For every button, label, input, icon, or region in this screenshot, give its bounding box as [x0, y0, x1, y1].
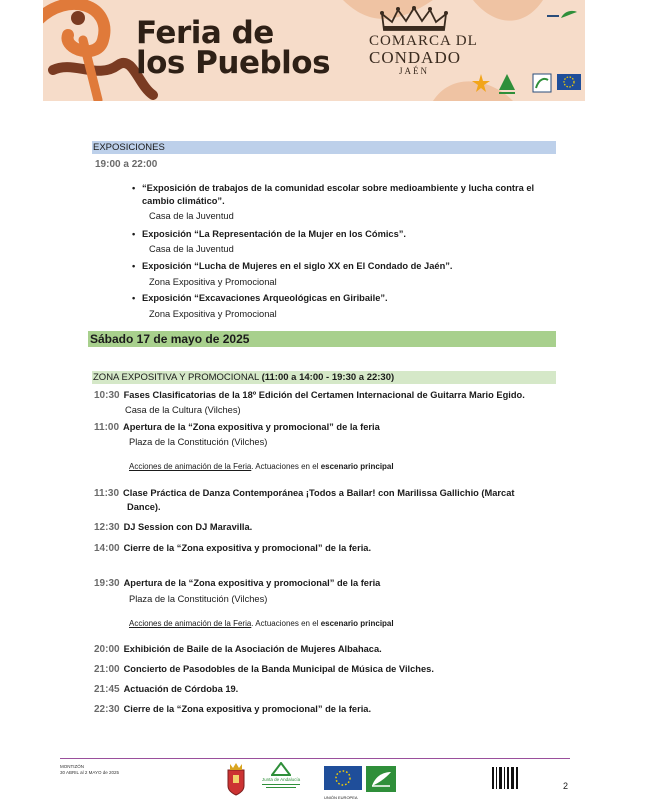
bullet-icon: •: [132, 183, 136, 193]
event-2230: [94, 703, 371, 716]
star-logo-icon: [472, 74, 490, 92]
expo-item-3-line1: Exposición “Lucha de Mujeres en el siglo XX en El Condado de Jaén”.: [142, 261, 453, 271]
event-text: Clase Práctica de Danza Contemporánea ¡Todos a Bailar! con Marilissa Gallichio (Marcat: [123, 488, 515, 498]
crest-line3: JAÉN: [399, 66, 429, 76]
municipal-coat-of-arms-icon: [224, 762, 248, 796]
expo-item-1-place: Casa de la Juventud: [149, 211, 234, 221]
banner-title-line1: Feria de: [136, 15, 274, 51]
event-1100: [94, 421, 380, 434]
footer-left-line2: 30 ABRIL al 2 MAYO de 2025: [60, 770, 120, 775]
expo-item-4: [132, 292, 388, 305]
event-time: 10:30: [94, 390, 120, 401]
page-number: 2: [563, 781, 569, 791]
event-text: Apertura de la “Zona expositiva y promocional” de la feria: [123, 578, 381, 588]
event-text: DJ Session con DJ Maravilla.: [123, 522, 253, 532]
event-2000: [94, 643, 382, 656]
expo-item-2-line1: Exposición “La Representación de la Mujer en los Cómics”.: [142, 229, 406, 239]
expo-item-3: [132, 260, 452, 273]
zone-header-label: ZONA EXPOSITIVA Y PROMOCIONAL: [93, 372, 259, 383]
junta-andalucia-icon: [499, 74, 515, 94]
event-text-cont: Dance).: [127, 502, 161, 512]
event-text: Cierre de la “Zona expositiva y promocional” de la feria.: [123, 543, 372, 553]
eu-flag-icon: [557, 74, 581, 90]
zone-header-hours: (11:00 a 14:00 - 19:30 a 22:30): [261, 372, 395, 383]
expo-item-3-place: Zona Expositiva y Promocional: [149, 277, 277, 287]
zone-header: [92, 371, 556, 384]
junta-label: Junta de Andalucía: [261, 777, 301, 782]
event-time: 20:00: [94, 644, 120, 655]
event-time: 14:00: [94, 543, 120, 554]
eu-label: UNIÓN EUROPEA: [324, 795, 358, 800]
event-text: Exhibición de Baile de la Asociación de Mujeres Albahaca.: [123, 644, 382, 654]
junta-triangle-icon: [271, 762, 291, 776]
crest-line2: CONDADO: [369, 48, 461, 67]
comarca-condado-logo: [369, 6, 478, 77]
event-1930: [94, 577, 380, 590]
expo-item-4-line1: Exposición “Excavaciones Arqueológicas en Giribaile”.: [142, 293, 388, 303]
event-1100-place: Plaza de la Constitución (Vilches): [129, 437, 268, 447]
animation-link[interactable]: Acciones de animación de la Feria: [129, 619, 252, 628]
top-right-logo: [543, 6, 583, 28]
bullet-icon: •: [132, 261, 136, 271]
animation-link[interactable]: Acciones de animación de la Feria: [129, 462, 252, 471]
footer-divider: [60, 758, 570, 759]
event-time: 21:45: [94, 684, 120, 695]
expo-item-2: [132, 228, 406, 241]
event-text: Cierre de la “Zona expositiva y promocional” de la feria.: [123, 704, 372, 714]
event-time: 11:30: [94, 488, 120, 499]
event-time: 21:00: [94, 664, 120, 675]
event-1930-place: Plaza de la Constitución (Vilches): [129, 594, 268, 604]
event-time: 11:00: [94, 422, 120, 433]
barcode-logo-icon: [491, 766, 519, 790]
eu-logo: [324, 766, 362, 800]
event-time: 19:30: [94, 578, 120, 589]
expo-item-1-line2: cambio climático”.: [142, 196, 225, 206]
leader-logo-icon: [366, 766, 396, 792]
event-1130-line2: [127, 501, 161, 514]
animation-note-1: Acciones de animación de la Feria. Actuaciones en el escenario principal: [129, 462, 394, 471]
event-1230: [94, 521, 252, 534]
eu-flag-icon: [324, 766, 362, 790]
bullet-icon: •: [132, 293, 136, 303]
event-1130: [94, 487, 514, 500]
expo-item-1: [132, 182, 534, 208]
expo-item-4-place: Zona Expositiva y Promocional: [149, 309, 277, 319]
event-time: 22:30: [94, 704, 120, 715]
event-2100: [94, 663, 434, 676]
crest-line1: COMARCA DL: [369, 33, 478, 49]
exposiciones-time: 19:00 a 22:00: [95, 159, 158, 170]
leaf-icon: [543, 9, 583, 19]
footer-left-text: [60, 764, 119, 776]
event-1400: [94, 542, 371, 555]
event-1030: [94, 389, 525, 402]
expo-item-1-line1: “Exposición de trabajos de la comunidad escolar sobre medioambiente y lucha contra el: [142, 183, 535, 193]
crown-icon: [378, 6, 450, 32]
sponsor-logos-row: [471, 72, 583, 96]
event-1030-place: Casa de la Cultura (Vilches): [125, 405, 241, 415]
event-text: Apertura de la “Zona expositiva y promocional” de la feria: [123, 422, 380, 432]
day-title: Sábado 17 de mayo de 2025: [88, 331, 556, 347]
event-2145: [94, 683, 238, 696]
banner-title-line2: los Pueblos: [136, 45, 331, 81]
junta-andalucia-logo: [258, 762, 304, 788]
banner-title: [136, 15, 331, 81]
header-banner: [43, 0, 585, 101]
footer-left-line1: MONTIZÓN: [60, 764, 84, 769]
event-text: Fases Clasificatorias de la 18º Edición del Certamen Internacional de Guitarra Mario Egido.: [123, 390, 525, 400]
exposiciones-header: EXPOSICIONES: [92, 141, 556, 154]
leader-logo-icon: [533, 74, 551, 92]
event-text: Actuación de Córdoba 19.: [123, 684, 239, 694]
bullet-icon: •: [132, 229, 136, 239]
animation-note-2: Acciones de animación de la Feria. Actuaciones en el escenario principal: [129, 619, 394, 628]
event-time: 12:30: [94, 522, 120, 533]
expo-item-2-place: Casa de la Juventud: [149, 244, 234, 254]
event-text: Concierto de Pasodobles de la Banda Municipal de Música de Vilches.: [123, 664, 434, 674]
